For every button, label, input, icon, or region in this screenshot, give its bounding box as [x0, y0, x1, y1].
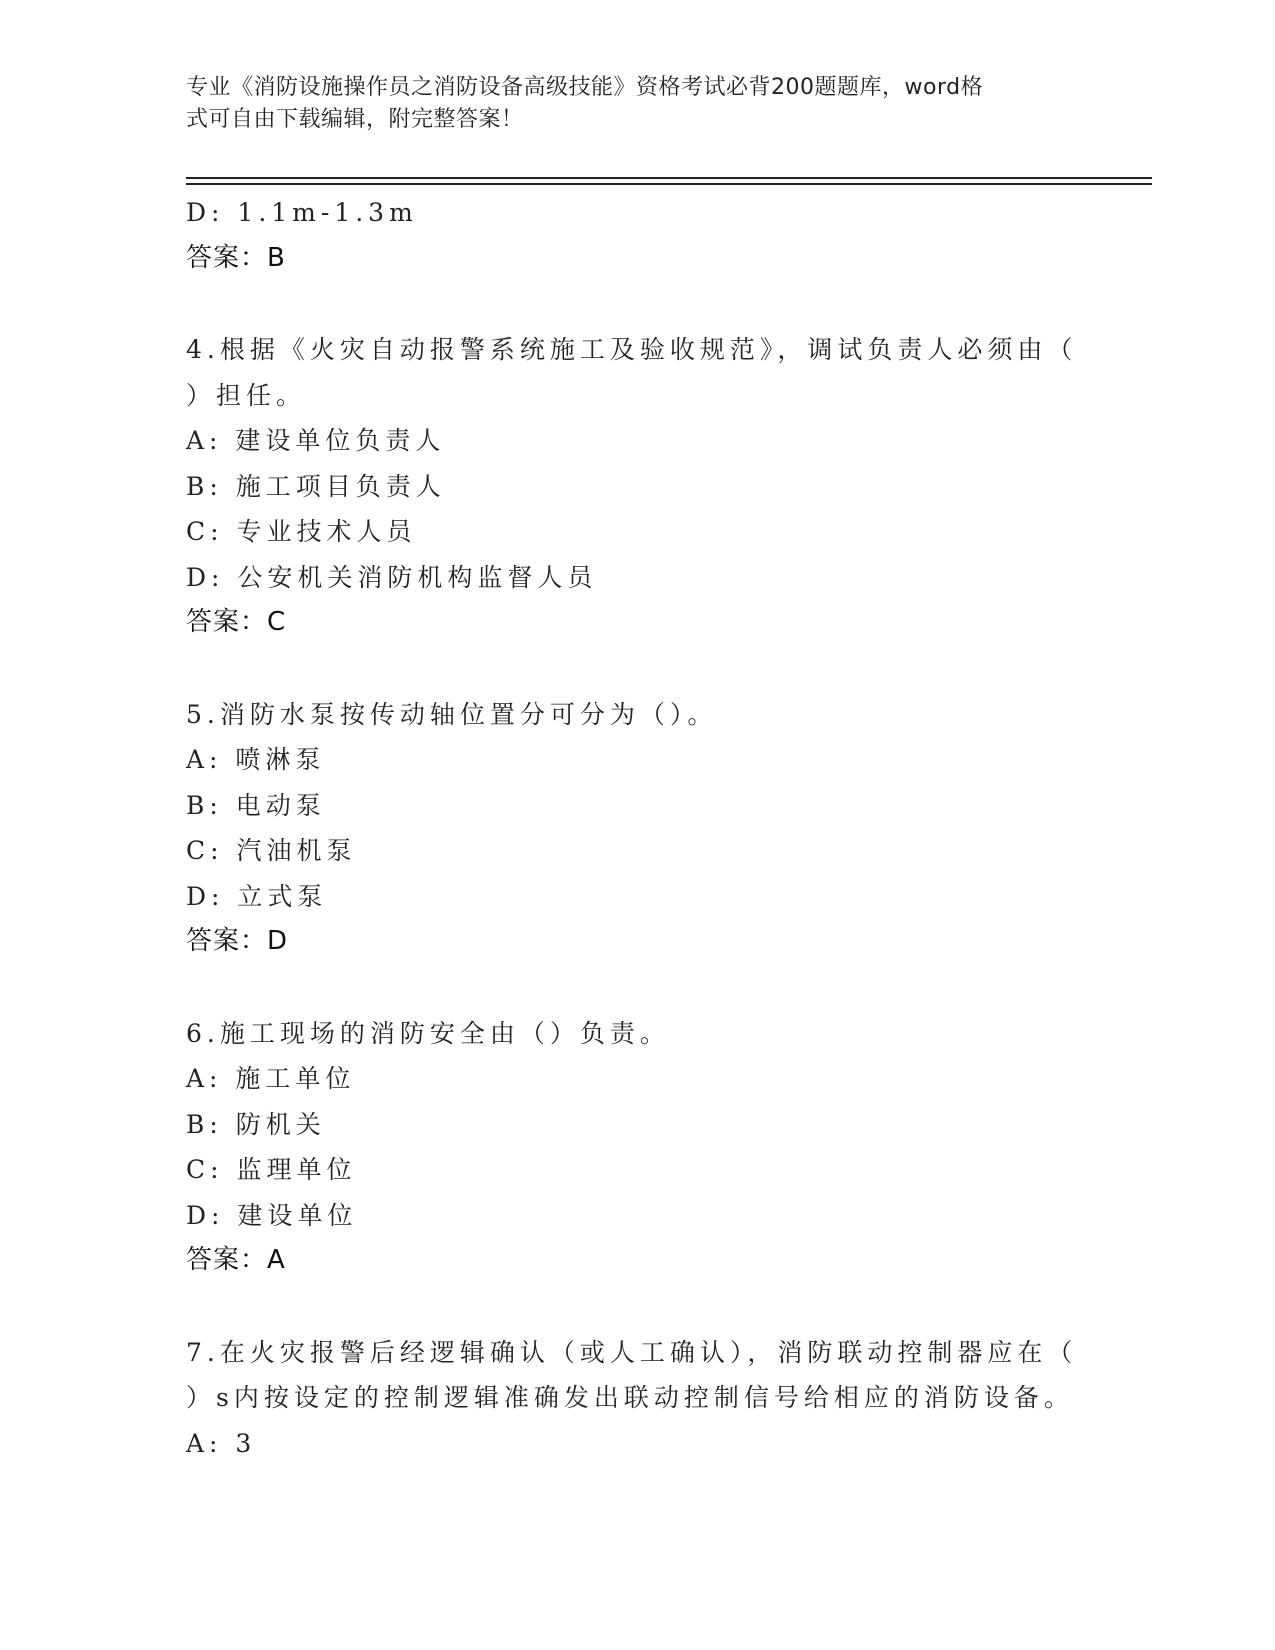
- header-line-1: 专业《消防设施操作员之消防设备高级技能》资格考试必背200题题库，word格: [186, 75, 984, 100]
- option-b: B: 电动泵: [186, 790, 326, 820]
- header-line-2: 式可自由下载编辑，附完整答案！: [186, 107, 524, 132]
- spacer: [186, 1284, 1086, 1330]
- option-a: A: 3: [186, 1428, 257, 1458]
- question-list: [186, 190, 1086, 1466]
- question-stem: 4.根据《火灾自动报警系统施工及验收规范》，调试负责人必须由（: [186, 335, 1078, 364]
- option-b: B: 防机关: [186, 1109, 326, 1139]
- question-5: [186, 692, 1086, 965]
- question-stem: 5.消防水泵按传动轴位置分可分为（）。: [186, 699, 718, 729]
- option-d: D: 建设单位: [186, 1200, 358, 1230]
- spacer: [186, 281, 1086, 327]
- question-stem-cont: ）担任。: [186, 380, 307, 410]
- question-stem: 6.施工现场的消防安全由（）负责。: [186, 1018, 670, 1048]
- question-4: [186, 327, 1086, 646]
- option-a: A: 喷淋泵: [186, 745, 326, 774]
- spacer: [186, 965, 1086, 1011]
- header-rule-bottom: [186, 183, 1152, 185]
- answer: 答案：C: [186, 607, 287, 637]
- question-3-tail: [186, 190, 1086, 281]
- option-d: D: 1.1m-1.3m: [186, 198, 418, 227]
- question-stem: 7.在火灾报警后经逻辑确认（或人工确认），消防联动控制器应在（: [186, 1337, 1078, 1367]
- answer: 答案：A: [186, 1245, 286, 1275]
- answer: 答案：D: [186, 926, 289, 956]
- option-d: D: 立式泵: [186, 881, 328, 911]
- spacer: [186, 646, 1086, 692]
- answer: 答案：B: [186, 242, 286, 273]
- question-stem-cont: ）s内按设定的控制逻辑准确发出联动控制信号给相应的消防设备。: [186, 1383, 1074, 1412]
- option-d: D: 公安机关消防机构监督人员: [186, 562, 598, 592]
- header-rule-top: [186, 177, 1152, 179]
- document-header: [186, 72, 1066, 136]
- option-a: A: 施工单位: [186, 1064, 356, 1093]
- option-b: B: 施工项目负责人: [186, 471, 446, 501]
- option-c: C: 汽油机泵: [186, 836, 357, 865]
- question-6: [186, 1011, 1086, 1284]
- option-a: A: 建设单位负责人: [186, 426, 446, 455]
- option-c: C: 监理单位: [186, 1155, 357, 1184]
- question-7: [186, 1330, 1086, 1467]
- option-c: C: 专业技术人员: [186, 517, 417, 546]
